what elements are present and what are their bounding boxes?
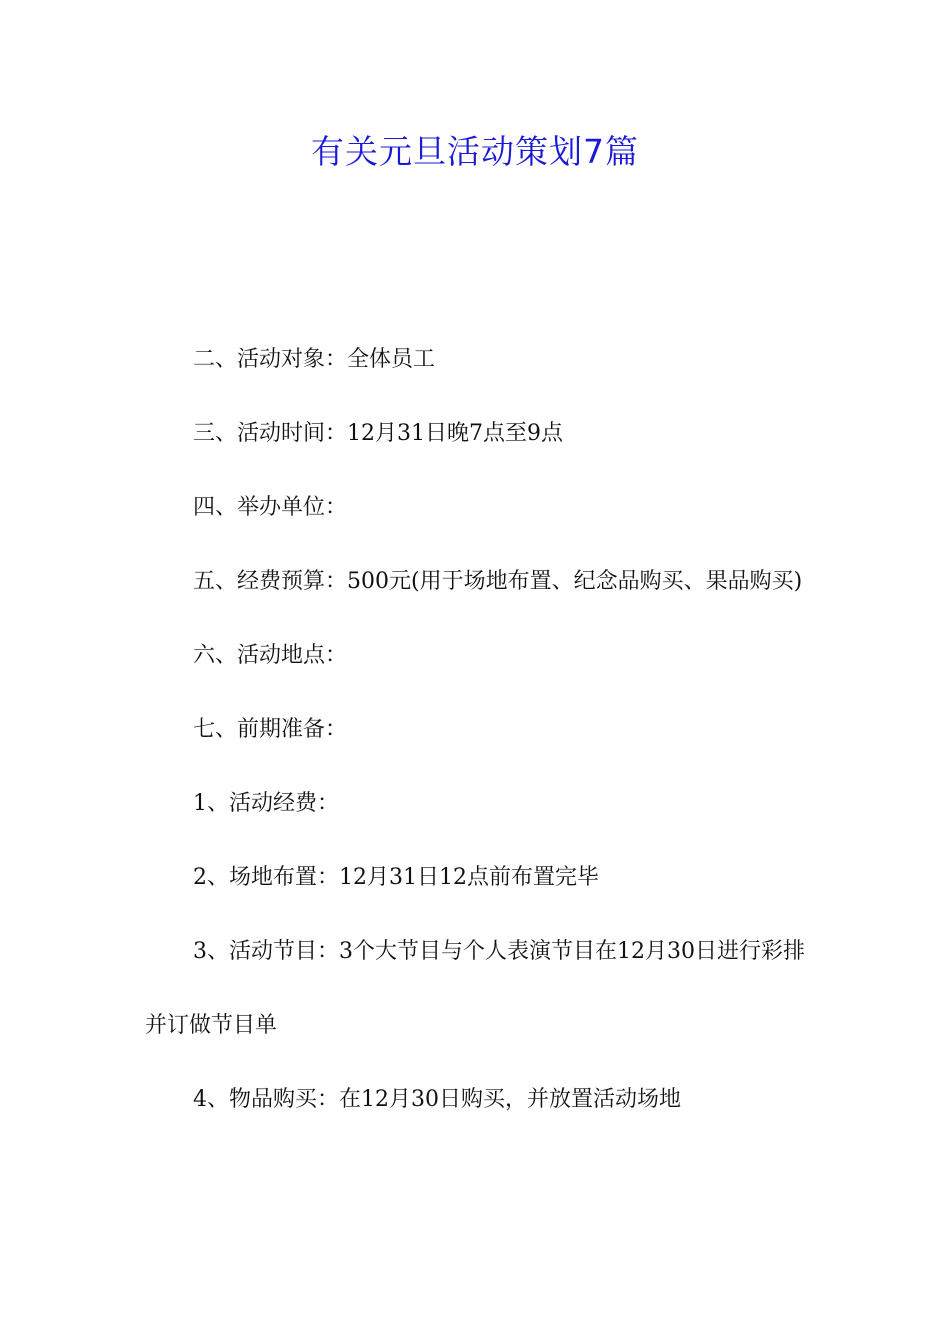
paragraph-preparation: 七、前期准备： [193,717,348,742]
paragraph-location: 六、活动地点： [193,643,348,668]
document-title: 有关元旦活动策划7篇 [311,132,639,171]
paragraph-activity-time: 三、活动时间：12月31日晚7点至9点 [193,421,563,446]
paragraph-purchases: 4、物品购买：在12月30日购买，并放置活动场地 [193,1087,681,1112]
document-body [145,323,815,1137]
paragraph-venue-setup: 2、场地布置：12月31日12点前布置完毕 [193,865,599,890]
paragraph-organizer: 四、举办单位： [193,495,348,520]
paragraph-funding: 1、活动经费： [193,791,339,816]
paragraph-programs: 3、活动节目：3个大节目与个人表演节目在12月30日进行彩排并订做节目单 [145,939,805,1038]
paragraph-activity-target: 二、活动对象：全体员工 [193,347,436,372]
paragraph-budget: 五、经费预算：500元(用于场地布置、纪念品购买、果品购买) [193,569,803,594]
